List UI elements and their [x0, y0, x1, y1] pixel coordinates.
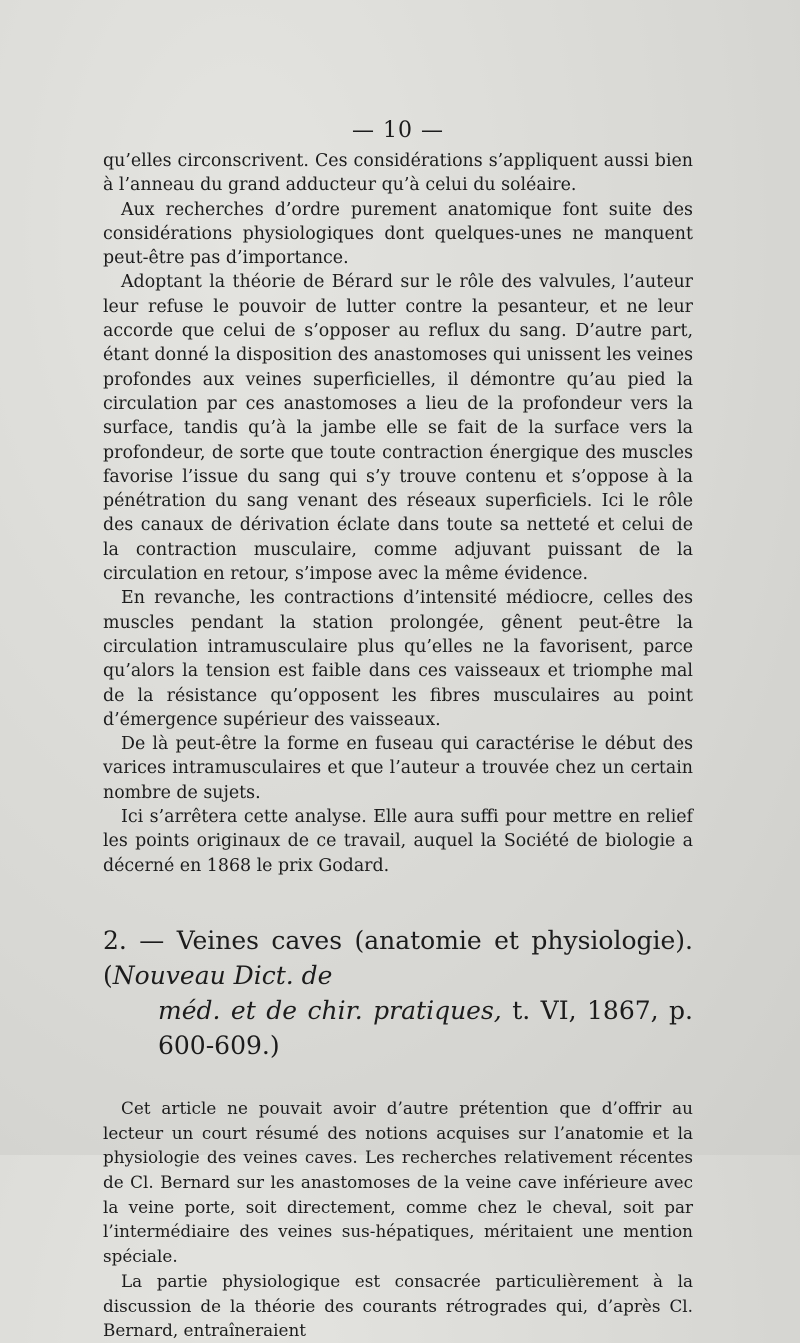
document-page	[103, 118, 693, 1343]
paragraph: De là peut-être la forme en fuseau qui caractérise le début des varices intramusculaires et que l’auteur a trouvée chez un certain nombre de sujets.	[103, 734, 693, 803]
section-heading	[103, 923, 693, 1063]
paragraph: Aux recherches d’ordre purement anatomique font suite des considérations physiologiques dont quelques-unes ne manquent peut-être pas d’importance.	[103, 199, 693, 269]
journal-name-continued: méd. et de chir. pratiques,	[158, 995, 502, 1025]
section-title: Veines caves (anatomie et physiologie).	[176, 925, 694, 955]
paragraph-continuation: qu’elles circonscrivent. Ces considérations s’appliquent aussi bien à l’anneau du grand adducteur qu’à celui du soléaire.	[103, 151, 693, 196]
journal-name: Nouveau Dict. de	[112, 960, 333, 990]
paragraph: Adoptant la théorie de Bérard sur le rôle des valvules, l’auteur leur refuse le pouvoir de lutter contre la pesanteur, et ne leur accorde que celui de s’opposer au reflux du sang. D’autre part, étant donné la disposition des anastomoses qui unissent les veines profondes aux veines superficielles, il démontre qu’au pied la circulation par ces anastomoses a lieu de la profondeur vers la surface, tandis qu’à la jambe elle se fait de la surface vers la profondeur, de sorte que toute contraction énergique des muscles favorise l’issue du sang qui s’y trouve contenu et s’oppose à la pénétration du sang venant des réseaux superficiels. Ici le rôle des canaux de dérivation éclate dans toute sa netteté et celui de la contraction musculaire, comme adjuvant puissant de la circulation en retour, s’impose avec la même évidence.	[103, 272, 693, 585]
section-dash: —	[139, 925, 165, 955]
citation-details: t. VI, 1867, p. 600-609.)	[158, 995, 693, 1060]
paragraph: En revanche, les contractions d’intensité médiocre, celles des muscles pendant la station prolongée, gênent peut-être la circulation intramusculaire plus qu’elles ne la favorisent, parce qu’alors la tension est faible dans ces vaisseaux et triomphe mal de la résistance qu’opposent les fibres musculaires au point d’émergence supérieur des vaisseaux.	[103, 588, 693, 730]
paragraph: Ici s’arrêtera cette analyse. Elle aura suffi pour mettre en relief les points originaux de ce travail, auquel la Société de biologie a décerné en 1868 le prix Godard.	[103, 807, 693, 876]
page-number: — 10 —	[352, 118, 444, 143]
section-number: 2.	[103, 925, 127, 955]
citation-open: (	[103, 960, 113, 990]
paragraph: La partie physiologique est consacrée particulièrement à la discussion de la théorie des courants rétrogrades qui, d’après Cl. Bernard, entraîneraient	[103, 1270, 693, 1341]
paragraph: Cet article ne pouvait avoir d’autre prétention que d’offrir au lecteur un court résumé des notions acquises sur l’anatomie et la physiologie des veines caves. Les recherches relativement récentes de Cl. Bernard sur les anastomoses de la veine cave inférieure avec la veine porte, soit directement, comme chez le cheval, soit par l’intermédiaire des veines sus-hépatiques, méritaient une mention spéciale.	[103, 1097, 693, 1267]
section-body	[103, 1096, 693, 1343]
